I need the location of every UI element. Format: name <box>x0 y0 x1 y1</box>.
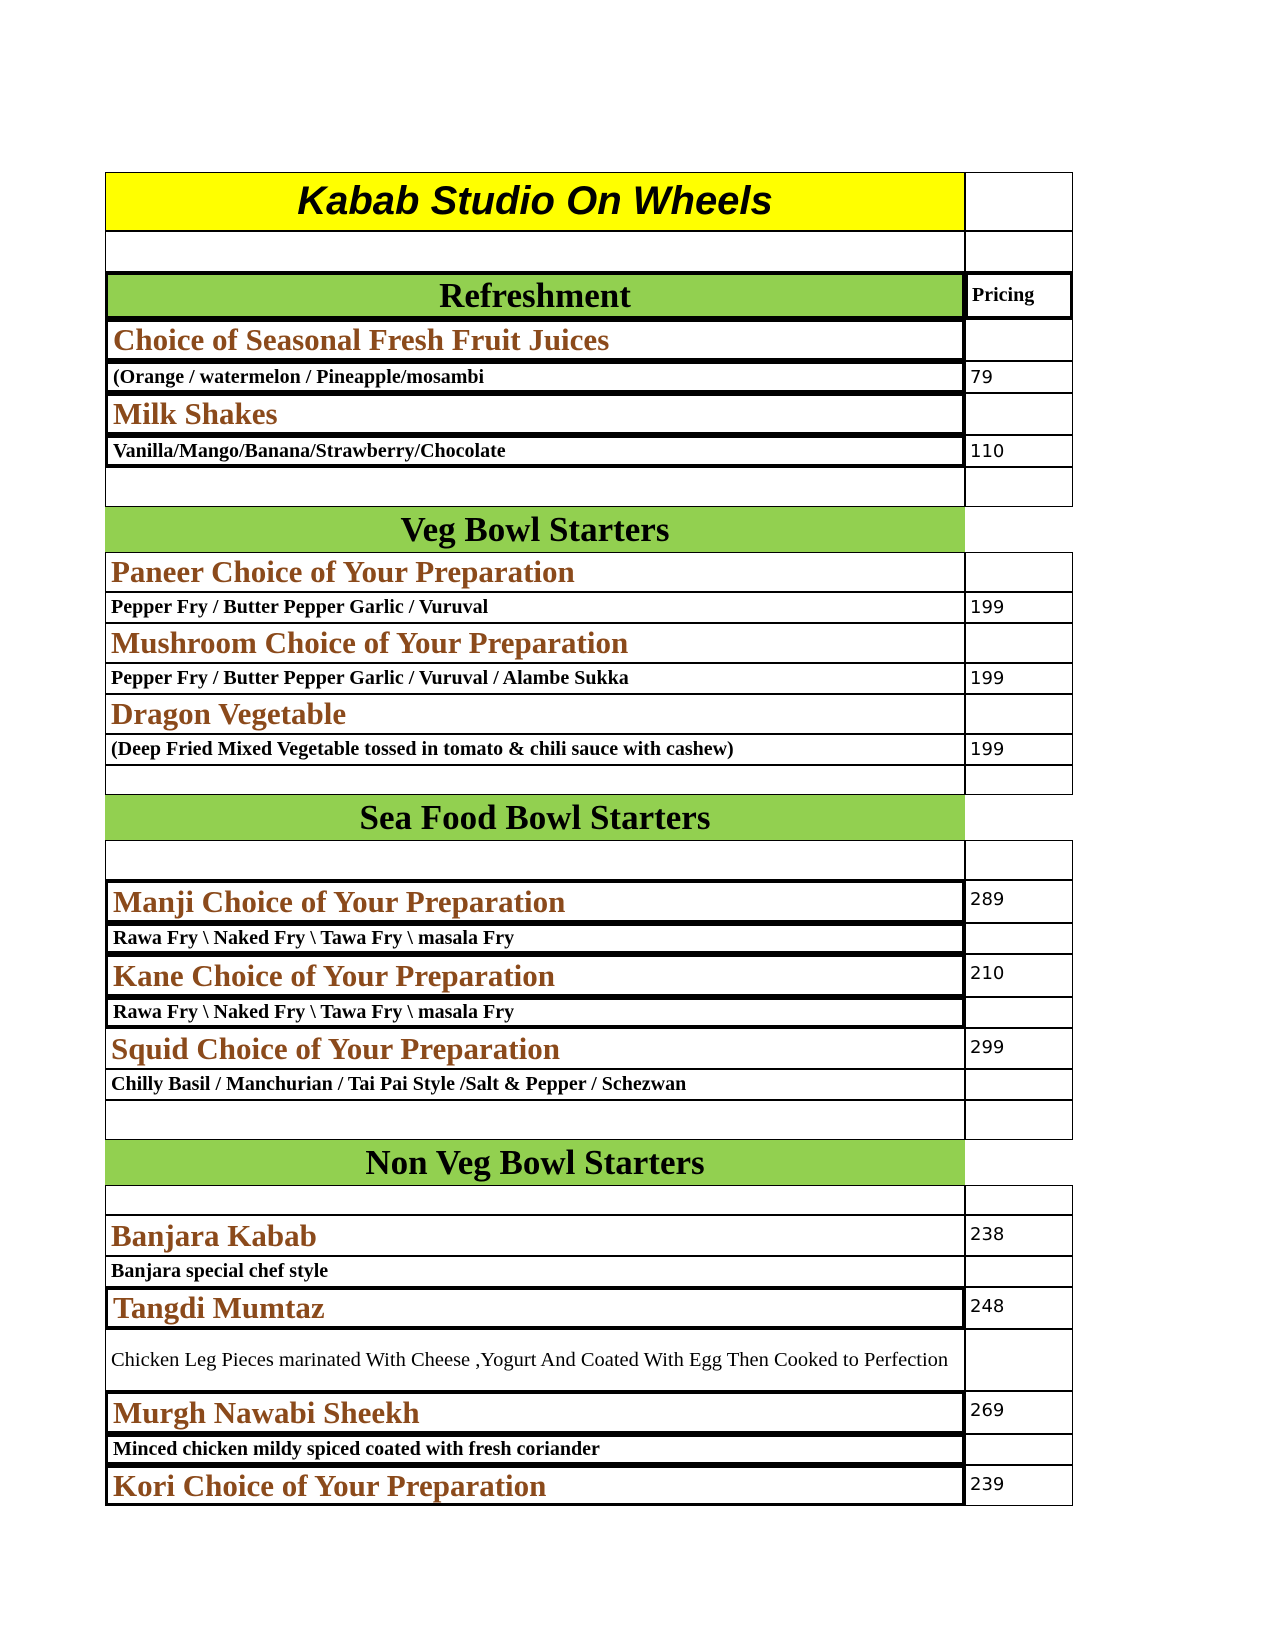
empty-cell <box>965 1069 1073 1100</box>
item-name: Tangdi Mumtaz <box>105 1287 965 1329</box>
section-header-seafood: Sea Food Bowl Starters <box>105 795 965 840</box>
empty-cell <box>965 393 1073 435</box>
item-description: (Deep Fried Mixed Vegetable tossed in tomato & chili sauce with cashew) <box>105 734 965 765</box>
empty-cell <box>965 1329 1073 1391</box>
item-description: Pepper Fry / Butter Pepper Garlic / Vuruval <box>105 592 965 623</box>
empty-cell <box>105 231 965 272</box>
empty-cell <box>105 1100 965 1140</box>
menu-title: Kabab Studio On Wheels <box>105 172 965 231</box>
item-price: 269 <box>965 1391 1073 1434</box>
item-price: 199 <box>965 734 1073 765</box>
item-description: Pepper Fry / Butter Pepper Garlic / Vuruval / Alambe Sukka <box>105 663 965 694</box>
section-header-refreshment: Refreshment <box>105 272 965 319</box>
item-name: Manji Choice of Your Preparation <box>105 880 965 923</box>
item-name: Kori Choice of Your Preparation <box>105 1465 965 1506</box>
item-name: Choice of Seasonal Fresh Fruit Juices <box>105 319 965 361</box>
item-price: 239 <box>965 1465 1073 1506</box>
item-description: (Orange / watermelon / Pineapple/mosambi <box>105 361 965 393</box>
item-name: Squid Choice of Your Preparation <box>105 1028 965 1069</box>
item-description: Rawa Fry \ Naked Fry \ Tawa Fry \ masala Fry <box>105 923 965 954</box>
item-name: Banjara Kabab <box>105 1215 965 1256</box>
item-description: Vanilla/Mango/Banana/Strawberry/Chocolate <box>105 435 965 467</box>
item-name: Dragon Vegetable <box>105 694 965 734</box>
empty-cell <box>965 467 1073 507</box>
item-description: Chilly Basil / Manchurian / Tai Pai Style /Salt & Pepper / Schezwan <box>105 1069 965 1100</box>
empty-cell <box>105 840 965 880</box>
item-name: Milk Shakes <box>105 393 965 435</box>
empty-cell <box>105 765 965 795</box>
item-price: 199 <box>965 663 1073 694</box>
empty-cell <box>965 172 1073 231</box>
empty-cell <box>105 467 965 507</box>
empty-cell <box>965 997 1073 1028</box>
pricing-header: Pricing <box>965 272 1073 319</box>
item-description: Minced chicken mildy spiced coated with fresh coriander <box>105 1434 965 1465</box>
item-price: 248 <box>965 1287 1073 1329</box>
empty-cell <box>965 1256 1073 1287</box>
item-price: 289 <box>965 880 1073 923</box>
empty-cell <box>965 552 1073 592</box>
empty-cell <box>965 923 1073 954</box>
item-price: 110 <box>965 435 1073 467</box>
empty-cell <box>965 765 1073 795</box>
empty-cell <box>965 623 1073 663</box>
item-price: 210 <box>965 954 1073 997</box>
item-name: Paneer Choice of Your Preparation <box>105 552 965 592</box>
empty-cell <box>965 694 1073 734</box>
empty-cell <box>965 1100 1073 1140</box>
item-name: Murgh Nawabi Sheekh <box>105 1391 965 1434</box>
empty-cell <box>965 319 1073 361</box>
empty-cell <box>965 1434 1073 1465</box>
empty-cell <box>965 1185 1073 1215</box>
empty-cell <box>105 1185 965 1215</box>
item-price: 79 <box>965 361 1073 393</box>
item-description: Chicken Leg Pieces marinated With Cheese ,Yogurt And Coated With Egg Then Cooked to Perfection <box>105 1329 965 1391</box>
section-header-veg: Veg Bowl Starters <box>105 507 965 552</box>
item-price: 199 <box>965 592 1073 623</box>
item-description: Banjara special chef style <box>105 1256 965 1287</box>
empty-cell <box>965 840 1073 880</box>
empty-cell <box>965 231 1073 272</box>
item-description: Rawa Fry \ Naked Fry \ Tawa Fry \ masala Fry <box>105 997 965 1028</box>
item-name: Mushroom Choice of Your Preparation <box>105 623 965 663</box>
item-name: Kane Choice of Your Preparation <box>105 954 965 997</box>
section-header-nonveg: Non Veg Bowl Starters <box>105 1140 965 1185</box>
item-price: 238 <box>965 1215 1073 1256</box>
item-price: 299 <box>965 1028 1073 1069</box>
